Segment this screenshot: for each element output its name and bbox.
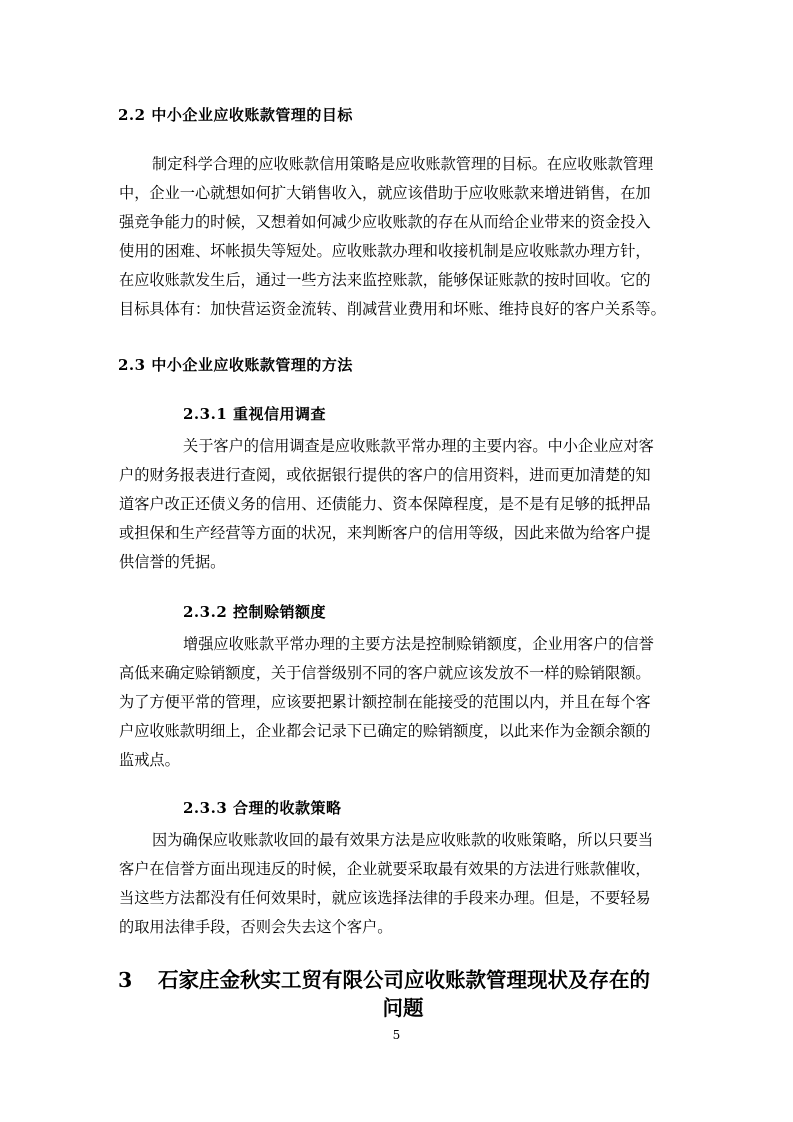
chapter-heading-3 xyxy=(118,966,678,1022)
page-number: 5 xyxy=(392,1028,401,1042)
paragraph-2-3-1 xyxy=(119,432,675,577)
paragraph-line: 因为确保应收账款收回的最有效果方法是应收账款的收账策略，所以只要当 xyxy=(152,831,654,849)
chapter-number: 3 xyxy=(118,968,133,992)
paragraph-line: 高低来确定赊销额度，关于信誉级别不同的客户就应该发放不一样的赊销限额。 xyxy=(119,664,651,682)
paragraph-line: 目标具体有：加快营运资金流转、削减营业费用和坏账、维持良好的客户关系等。 xyxy=(119,300,666,318)
section-heading-2-3-1: 2.3.1 重视信用调查 xyxy=(183,405,326,423)
section-heading-2-3: 2.3 中小企业应收账款管理的方法 xyxy=(118,356,353,374)
chapter-title-line-2: 问题 xyxy=(382,996,424,1020)
paragraph-2-3-3 xyxy=(119,826,675,942)
paragraph-line: 供信誉的凭据。 xyxy=(119,553,226,571)
section-heading-2-2: 2.2 中小企业应收账款管理的目标 xyxy=(118,106,353,124)
paragraph-line: 当这些方法都没有任何效果时，就应该选择法律的手段来办理。但是，不要轻易 xyxy=(119,889,651,907)
paragraph-line: 的取用法律手段，否则会失去这个客户。 xyxy=(119,918,393,936)
chapter-title-line-1 xyxy=(118,966,678,994)
paragraph-2-3-2 xyxy=(119,630,675,775)
section-heading-2-3-2: 2.3.2 控制赊销额度 xyxy=(183,603,326,621)
paragraph-line: 道客户改正还债义务的信用、还债能力、资本保障程度，是不是有足够的抵押品 xyxy=(119,495,651,513)
paragraph-line: 客户在信誉方面出现违反的时候，企业就要采取最有效果的方法进行账款催收， xyxy=(119,860,651,878)
paragraph-line: 制定科学合理的应收账款信用策略是应收账款管理的目标。在应收账款管理 xyxy=(152,155,654,173)
paragraph-line: 或担保和生产经营等方面的状况，来判断客户的信用等级，因此来做为给客户提 xyxy=(119,524,651,542)
section-heading-2-3-3: 2.3.3 合理的收款策略 xyxy=(183,799,342,817)
paragraph-line: 在应收账款发生后，通过一些方法来监控账款，能够保证账款的按时回收。它的 xyxy=(119,271,651,289)
paragraph-line: 关于客户的信用调查是应收账款平常办理的主要内容。中小企业应对客 xyxy=(183,437,654,455)
paragraph-line: 为了方便平常的管理，应该要把累计额控制在能接受的范围以内，并且在每个客 xyxy=(119,693,651,711)
paragraph-line: 强竞争能力的时候，又想着如何减少应收账款的存在从而给企业带来的资金投入 xyxy=(119,213,651,231)
paragraph-line: 户应收账款明细上，企业都会记录下已确定的赊销额度，以此来作为金额余额的 xyxy=(119,722,651,740)
paragraph-line: 中，企业一心就想如何扩大销售收入，就应该借助于应收账款来增进销售，在加 xyxy=(119,184,651,202)
paragraph-line: 增强应收账款平常办理的主要方法是控制赊销额度，企业用客户的信誉 xyxy=(183,635,654,653)
paragraph-line: 监戒点。 xyxy=(119,751,180,769)
paragraph-line: 户的财务报表进行查阅，或依据银行提供的客户的信用资料，进而更加清楚的知 xyxy=(119,466,651,484)
paragraph-2-2 xyxy=(119,150,675,324)
chapter-title-text: 石家庄金秋实工贸有限公司应收账款管理现状及存在的 xyxy=(158,968,650,992)
paragraph-line: 使用的困难、坏帐损失等短处。应收账款办理和收接机制是应收账款办理方针， xyxy=(119,242,651,260)
